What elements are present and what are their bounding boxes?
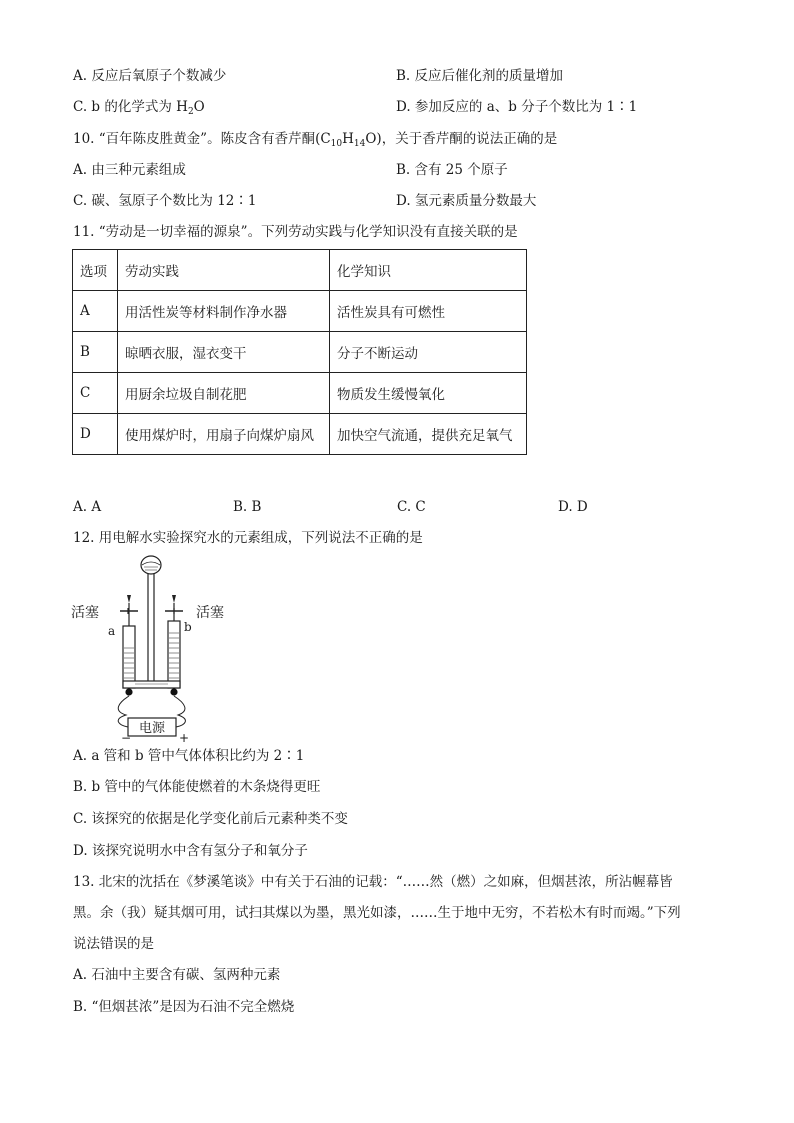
- table-cell: 物质发生缓慢氧化: [330, 373, 527, 414]
- q10-options-row-2: [73, 192, 733, 210]
- table-row: [73, 291, 527, 332]
- table-cell: 使用煤炉时，用扇子向煤炉扇风: [118, 414, 330, 455]
- q11-answer-a: A. A: [73, 499, 102, 515]
- connecting-tube: [123, 681, 180, 688]
- table-header-row: [73, 250, 527, 291]
- table-row: [73, 332, 527, 373]
- q10-option-a: A. 由三种元素组成: [73, 162, 186, 178]
- tube-a-label: a: [108, 624, 116, 638]
- q13-stem-line-3: 说法错误的是: [73, 936, 154, 952]
- q11-answer-b: B. B: [233, 499, 262, 515]
- q10-options-row-1: [73, 161, 733, 179]
- q13-stem-line-2: 黑。余（我）疑其烟可用，试扫其煤以为墨，黑光如漆，……生于地中无穷，不若松木有时而竭。”下列: [73, 905, 681, 921]
- table-cell: 用活性炭等材料制作净水器: [118, 291, 330, 332]
- left-tube: [123, 626, 135, 688]
- q9-options-row-1: [73, 67, 733, 85]
- q13-option-a: A. 石油中主要含有碳、氢两种元素: [73, 967, 281, 983]
- q9-option-d: D. 参加反应的 a、b 分子个数比为 1∶1: [396, 99, 638, 115]
- plus-label: +: [179, 731, 190, 743]
- q11-answer-d: D. D: [558, 499, 588, 515]
- q9-options-row-2: [73, 98, 733, 116]
- q11-answer-c: C. C: [397, 499, 426, 515]
- q10-stem: 10. “百年陈皮胜黄金”。陈皮含有香芹酮$(C_{10}H_{14}O)$，关于香芹酮的说法正确的是: [73, 131, 558, 149]
- minus-label: −: [121, 731, 132, 743]
- tube-b-label: b: [184, 620, 192, 634]
- table-row: [73, 414, 527, 455]
- q12-option-c: C. 该探究的依据是化学变化前后元素种类不变: [73, 811, 348, 827]
- table-cell: B: [73, 332, 118, 373]
- table-cell: D: [73, 414, 118, 455]
- table-cell: 加快空气流通，提供充足氧气: [330, 414, 527, 455]
- q13-stem-line-1: 13. 北宋的沈括在《梦溪笔谈》中有关于石油的记载：“……然（燃）之如麻，但烟甚浓，所沾幄幕皆: [73, 874, 673, 890]
- table-header-cell: 劳动实践: [118, 250, 330, 291]
- left-wire: [118, 696, 129, 727]
- electrolysis-diagram: [68, 553, 238, 743]
- q10-option-d: D. 氢元素质量分数最大: [396, 193, 537, 209]
- left-nozzle-tip: [127, 595, 131, 603]
- table-cell: 晾晒衣服，湿衣变干: [118, 332, 330, 373]
- q9-option-b: B. 反应后催化剂的质量增加: [396, 68, 564, 84]
- q12-stem: 12. 用电解水实验探究水的元素组成，下列说法不正确的是: [73, 530, 423, 546]
- table-header-cell: 选项: [73, 250, 118, 291]
- reservoir-bulb: [141, 556, 161, 574]
- right-valve-label: 活塞: [196, 605, 224, 621]
- table-cell: 分子不断运动: [330, 332, 527, 373]
- q11-stem: 11. “劳动是一切幸福的源泉”。下列劳动实践与化学知识没有直接关联的是: [73, 224, 518, 240]
- table-header-cell: 化学知识: [330, 250, 527, 291]
- table-cell: A: [73, 291, 118, 332]
- right-electrode: [170, 688, 177, 695]
- q13-option-b: B. “但烟甚浓”是因为石油不完全燃烧: [73, 999, 295, 1015]
- power-label: 电源: [138, 721, 166, 736]
- q12-option-b: B. b 管中的气体能使燃着的木条烧得更旺: [73, 779, 321, 795]
- table-cell: 活性炭具有可燃性: [330, 291, 527, 332]
- electrolysis-apparatus-figure: [68, 553, 238, 743]
- left-valve-label: 活塞: [71, 605, 99, 621]
- q12-option-a: A. a 管和 b 管中气体体积比约为 2∶1: [73, 748, 305, 764]
- q10-option-b: B. 含有 25 个原子: [396, 162, 508, 178]
- table-cell: 用厨余垃圾自制花肥: [118, 373, 330, 414]
- q9-option-c: C. b 的化学式为 $H_2O$: [73, 99, 205, 117]
- table-row: [73, 373, 527, 414]
- q12-option-d: D. 该探究说明水中含有氢分子和氧分子: [73, 843, 308, 859]
- left-electrode: [125, 688, 132, 695]
- table-cell: C: [73, 373, 118, 414]
- q9-option-a: A. 反应后氧原子个数减少: [73, 68, 227, 84]
- right-nozzle-tip: [172, 595, 176, 603]
- q10-option-c: C. 碳、氢原子个数比为 12∶1: [73, 193, 257, 209]
- q11-answer-options: [73, 498, 673, 516]
- q11-table: [72, 249, 527, 455]
